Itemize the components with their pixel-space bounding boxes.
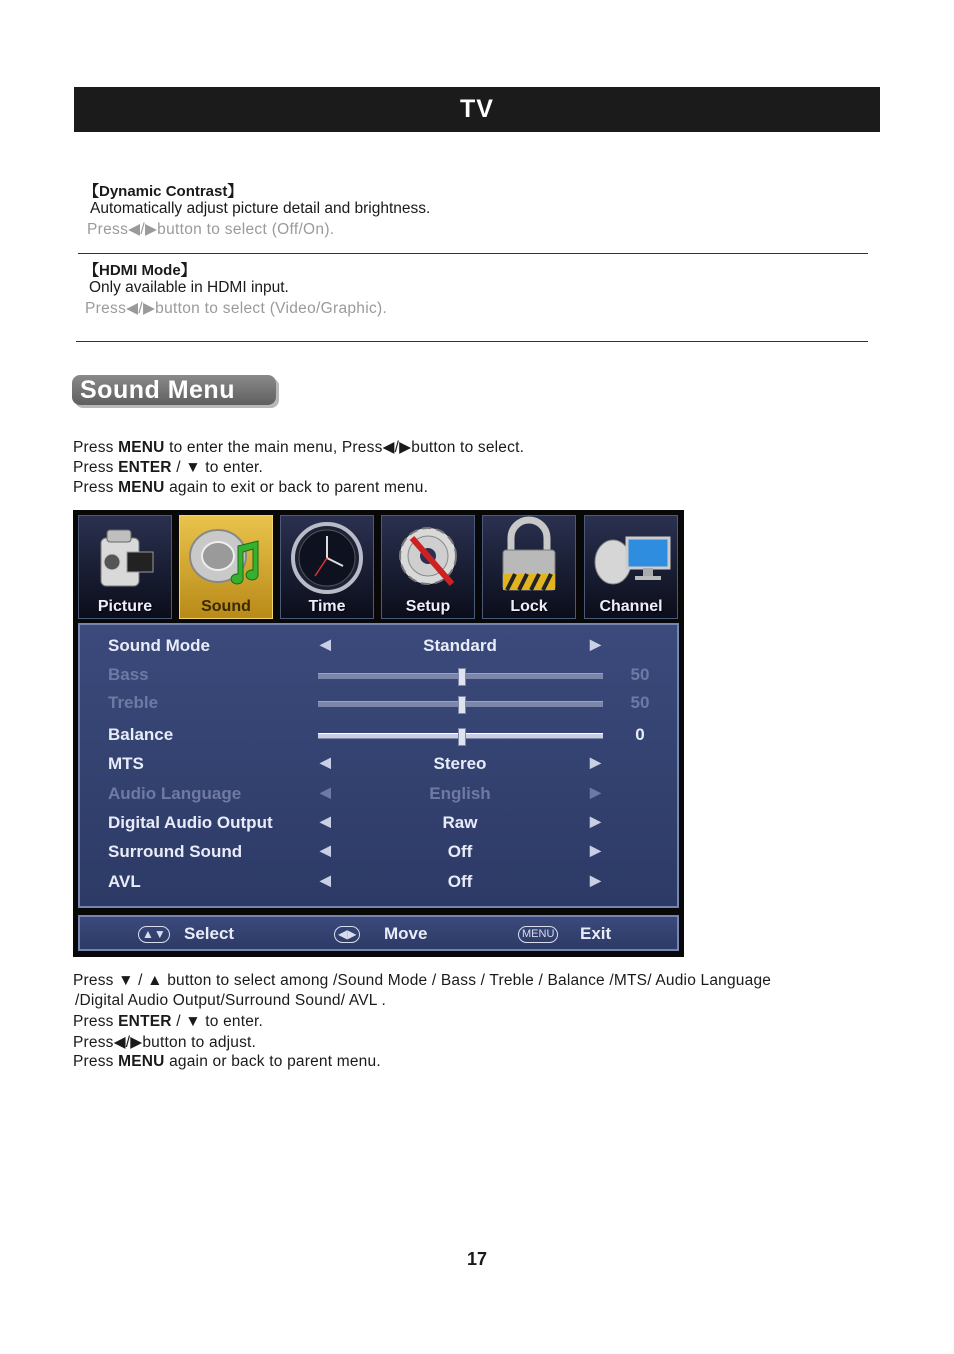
osd-row-mts[interactable]: MTS ◀ Stereo ▶	[108, 754, 601, 773]
chevron-left-icon[interactable]: ◀	[320, 872, 331, 888]
intro-line-3: Press MENU again to exit or back to parent menu.	[73, 479, 429, 496]
header-bar	[74, 87, 880, 132]
osd-footer-bar	[78, 915, 679, 951]
osd-row-digital-audio-output[interactable]: Digital Audio Output ◀ Raw ▶	[108, 813, 601, 832]
camcorder-icon	[79, 516, 171, 596]
after-line-1: Press ▼ / ▲ button to select among /Sound Mode / Bass / Treble / Balance /MTS/ Audio Language	[73, 972, 772, 989]
chevron-left-icon[interactable]: ◀	[320, 784, 331, 800]
up-down-keys-icon: ▲▼	[138, 926, 170, 943]
osd-row-surround-sound[interactable]: Surround Sound ◀ Off ▶	[108, 842, 601, 861]
divider	[78, 253, 868, 254]
slider-knob[interactable]	[458, 696, 466, 714]
osd-row-treble[interactable]: Treble 50	[108, 693, 650, 712]
chevron-left-icon[interactable]: ◀	[320, 842, 331, 858]
osd-row-avl[interactable]: AVL ◀ Off ▶	[108, 872, 601, 891]
chevron-right-icon[interactable]: ▶	[590, 784, 601, 800]
footer-exit-label: Exit	[580, 924, 612, 943]
sound-menu-title: Sound Menu	[80, 376, 235, 404]
tab-label: Sound	[201, 598, 251, 615]
chevron-right-icon[interactable]: ▶	[590, 872, 601, 888]
slider-knob[interactable]	[458, 668, 466, 686]
tab-time[interactable]	[280, 515, 374, 619]
osd-row-audio-language[interactable]: Audio Language ◀ English ▶	[108, 784, 601, 803]
tab-picture[interactable]	[78, 515, 172, 619]
chevron-left-icon[interactable]: ◀	[320, 636, 331, 652]
left-right-keys-icon: ◀▶	[334, 926, 360, 943]
slider-track[interactable]	[318, 673, 603, 679]
hdmi-mode-desc: Only available in HDMI input.	[89, 279, 289, 296]
section-title-badge	[72, 375, 276, 405]
tab-label: Lock	[510, 598, 548, 615]
osd-sound-menu	[73, 510, 684, 957]
after-line-3: Press ENTER / ▼ to enter.	[73, 1013, 264, 1030]
slider-track[interactable]	[318, 701, 603, 707]
intro-line-1: Press MENU to enter the main menu, Press◀/▶button to select.	[73, 439, 525, 456]
menu-key-icon: MENU	[518, 926, 558, 943]
satellite-monitor-icon	[585, 516, 677, 596]
speaker-music-icon	[180, 516, 272, 596]
footer-move-label: Move	[384, 924, 428, 943]
tab-sound[interactable]	[179, 515, 273, 619]
tab-label: Setup	[405, 598, 451, 615]
divider	[76, 341, 868, 342]
after-line-4: Press◀/▶button to adjust.	[73, 1034, 257, 1051]
dynamic-contrast-press: Press◀/▶button to select (Off/On).	[87, 221, 335, 238]
gear-tools-icon	[382, 516, 474, 596]
header-title: TV	[460, 95, 494, 123]
chevron-right-icon[interactable]: ▶	[590, 636, 601, 652]
tab-channel[interactable]	[584, 515, 678, 619]
tab-label: Picture	[97, 598, 153, 615]
osd-row-bass[interactable]: Bass 50	[108, 665, 650, 684]
tab-label: Time	[308, 598, 346, 615]
clock-icon	[281, 516, 373, 596]
chevron-right-icon[interactable]: ▶	[590, 842, 601, 858]
dynamic-contrast-desc: Automatically adjust picture detail and brightness.	[90, 200, 431, 217]
hdmi-mode-title: 【HDMI Mode】	[84, 262, 196, 279]
osd-row-balance[interactable]: Balance 0	[108, 725, 645, 744]
tab-label: Channel	[599, 598, 663, 615]
tab-lock[interactable]	[482, 515, 576, 619]
osd-settings-panel	[78, 623, 679, 908]
chevron-left-icon[interactable]: ◀	[320, 813, 331, 829]
after-line-2: /Digital Audio Output/Surround Sound/ AVL .	[75, 992, 387, 1009]
slider-track[interactable]	[318, 733, 603, 739]
padlock-icon	[483, 516, 575, 596]
footer-select-label: Select	[184, 924, 235, 943]
chevron-left-icon[interactable]: ◀	[320, 754, 331, 770]
osd-row-sound-mode[interactable]: Sound Mode ◀ Standard ▶	[108, 636, 601, 655]
dynamic-contrast-title: 【Dynamic Contrast】	[84, 183, 243, 200]
intro-line-2: Press ENTER / ▼ to enter.	[73, 459, 264, 476]
hdmi-mode-press: Press◀/▶button to select (Video/Graphic).	[85, 300, 388, 317]
tab-setup[interactable]	[381, 515, 475, 619]
page-number: 17	[466, 1249, 488, 1269]
chevron-right-icon[interactable]: ▶	[590, 813, 601, 829]
after-line-5: Press MENU again or back to parent menu.	[73, 1053, 381, 1070]
chevron-right-icon[interactable]: ▶	[590, 754, 601, 770]
slider-knob[interactable]	[458, 728, 466, 746]
